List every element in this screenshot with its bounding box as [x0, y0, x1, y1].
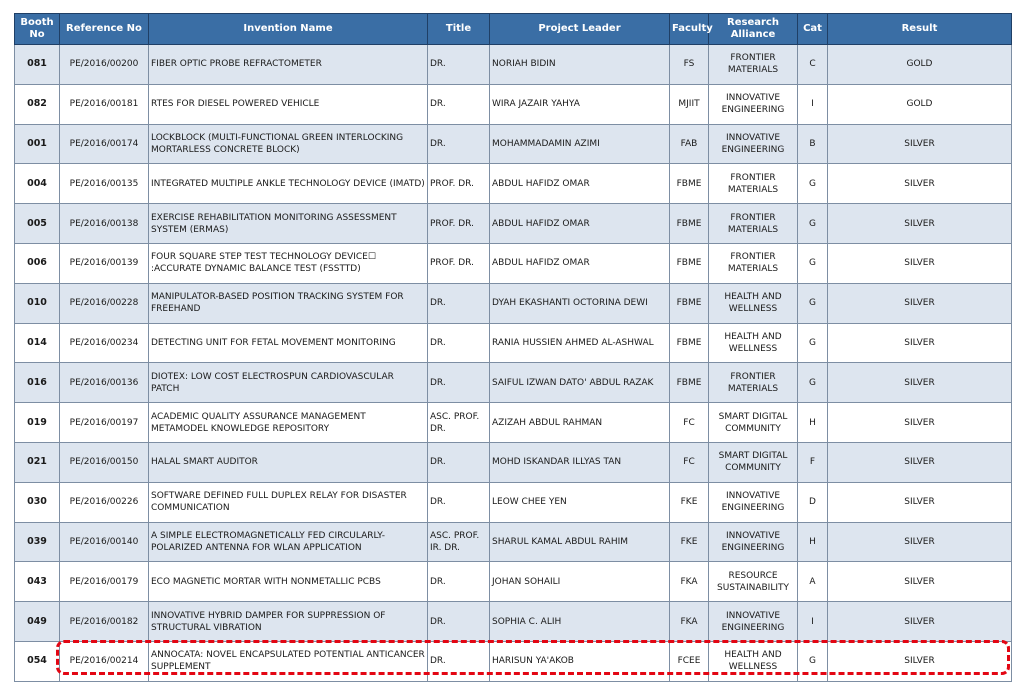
reference-no-cell: PE/2016/00140 [60, 522, 149, 562]
table-body [15, 45, 1012, 682]
invention-name-cell: FIBER OPTIC PROBE REFRACTOMETER [149, 45, 428, 85]
faculty-cell: FBME [670, 323, 709, 363]
table-row [15, 482, 1012, 522]
faculty-cell: FC [670, 442, 709, 482]
research-alliance-cell: FRONTIER MATERIALS [709, 243, 798, 283]
header-booth-no: Booth No [15, 14, 60, 45]
title-cell: DR. [428, 45, 490, 85]
booth-no-cell: 030 [15, 482, 60, 522]
result-cell: SILVER [828, 442, 1012, 482]
result-cell: GOLD [828, 84, 1012, 124]
table-row [15, 442, 1012, 482]
title-cell: DR. [428, 602, 490, 642]
project-leader-cell: MOHAMMADAMIN AZIMI [490, 124, 670, 164]
invention-name-cell: ECO MAGNETIC MORTAR WITH NONMETALLIC PCBS [149, 562, 428, 602]
reference-no-cell: PE/2016/00226 [60, 482, 149, 522]
reference-no-cell: PE/2016/00150 [60, 442, 149, 482]
title-cell: DR. [428, 562, 490, 602]
title-cell: ASC. PROF. DR. [428, 403, 490, 443]
project-leader-cell: SOPHIA C. ALIH [490, 602, 670, 642]
research-alliance-cell: HEALTH AND WELLNESS [709, 283, 798, 323]
reference-no-cell: PE/2016/00138 [60, 204, 149, 244]
reference-no-cell: PE/2016/00181 [60, 84, 149, 124]
booth-no-cell: 049 [15, 602, 60, 642]
header-result: Result [828, 14, 1012, 45]
research-alliance-cell: HEALTH AND WELLNESS [709, 323, 798, 363]
cat-cell: F [798, 442, 828, 482]
invention-name-cell: INTEGRATED MULTIPLE ANKLE TECHNOLOGY DEVICE (IMATD) [149, 164, 428, 204]
reference-no-cell: PE/2016/00182 [60, 602, 149, 642]
title-cell: DR. [428, 84, 490, 124]
faculty-cell: FKA [670, 562, 709, 602]
booth-no-cell: 082 [15, 84, 60, 124]
faculty-cell: FKE [670, 522, 709, 562]
result-cell: SILVER [828, 243, 1012, 283]
cat-cell: G [798, 243, 828, 283]
cat-cell: I [798, 84, 828, 124]
project-leader-cell: MOHD ISKANDAR ILLYAS TAN [490, 442, 670, 482]
header-row [15, 14, 1012, 45]
table-row [15, 323, 1012, 363]
research-alliance-cell: HEALTH AND WELLNESS [709, 641, 798, 681]
table-row [15, 283, 1012, 323]
result-cell: GOLD [828, 45, 1012, 85]
project-leader-cell: SAIFUL IZWAN DATO' ABDUL RAZAK [490, 363, 670, 403]
result-cell: SILVER [828, 204, 1012, 244]
research-alliance-cell: FRONTIER MATERIALS [709, 45, 798, 85]
cat-cell: G [798, 164, 828, 204]
project-leader-cell: AZIZAH ABDUL RAHMAN [490, 403, 670, 443]
cat-cell: G [798, 641, 828, 681]
table-row [15, 363, 1012, 403]
booth-no-cell: 010 [15, 283, 60, 323]
table-row [15, 204, 1012, 244]
reference-no-cell: PE/2016/00135 [60, 164, 149, 204]
awards-table [14, 13, 1012, 682]
booth-no-cell: 019 [15, 403, 60, 443]
project-leader-cell: ABDUL HAFIDZ OMAR [490, 164, 670, 204]
research-alliance-cell: FRONTIER MATERIALS [709, 164, 798, 204]
header-title: Title [428, 14, 490, 45]
project-leader-cell: HARISUN YA'AKOB [490, 641, 670, 681]
faculty-cell: FBME [670, 283, 709, 323]
reference-no-cell: PE/2016/00228 [60, 283, 149, 323]
result-cell: SILVER [828, 124, 1012, 164]
cat-cell: G [798, 363, 828, 403]
project-leader-cell: ABDUL HAFIDZ OMAR [490, 204, 670, 244]
project-leader-cell: RANIA HUSSIEN AHMED AL-ASHWAL [490, 323, 670, 363]
invention-name-cell: SOFTWARE DEFINED FULL DUPLEX RELAY FOR DISASTER COMMUNICATION [149, 482, 428, 522]
result-cell: SILVER [828, 602, 1012, 642]
invention-name-cell: INNOVATIVE HYBRID DAMPER FOR SUPPRESSION OF STRUCTURAL VIBRATION [149, 602, 428, 642]
table-row [15, 124, 1012, 164]
research-alliance-cell: INNOVATIVE ENGINEERING [709, 522, 798, 562]
cat-cell: I [798, 602, 828, 642]
research-alliance-cell: INNOVATIVE ENGINEERING [709, 84, 798, 124]
title-cell: DR. [428, 442, 490, 482]
header-invention-name: Invention Name [149, 14, 428, 45]
invention-name-cell: DETECTING UNIT FOR FETAL MOVEMENT MONITORING [149, 323, 428, 363]
research-alliance-cell: SMART DIGITAL COMMUNITY [709, 442, 798, 482]
cat-cell: A [798, 562, 828, 602]
title-cell: DR. [428, 124, 490, 164]
research-alliance-cell: RESOURCE SUSTAINABILITY [709, 562, 798, 602]
result-cell: SILVER [828, 522, 1012, 562]
reference-no-cell: PE/2016/00234 [60, 323, 149, 363]
invention-name-cell: DIOTEX: LOW COST ELECTROSPUN CARDIOVASCULAR PATCH [149, 363, 428, 403]
invention-name-cell: LOCKBLOCK (MULTI-FUNCTIONAL GREEN INTERLOCKING MORTARLESS CONCRETE BLOCK) [149, 124, 428, 164]
cat-cell: H [798, 403, 828, 443]
reference-no-cell: PE/2016/00200 [60, 45, 149, 85]
project-leader-cell: ABDUL HAFIDZ OMAR [490, 243, 670, 283]
table-row [15, 243, 1012, 283]
research-alliance-cell: FRONTIER MATERIALS [709, 204, 798, 244]
table-row [15, 84, 1012, 124]
title-cell: DR. [428, 363, 490, 403]
research-alliance-cell: INNOVATIVE ENGINEERING [709, 124, 798, 164]
title-cell: PROF. DR. [428, 164, 490, 204]
title-cell: DR. [428, 641, 490, 681]
research-alliance-cell: INNOVATIVE ENGINEERING [709, 602, 798, 642]
table-row [15, 562, 1012, 602]
invention-name-cell: FOUR SQUARE STEP TEST TECHNOLOGY DEVICE☐ :ACCURATE DYNAMIC BALANCE TEST (FSSTTD) [149, 243, 428, 283]
header-project-leader: Project Leader [490, 14, 670, 45]
header-research-alliance: Research Alliance [709, 14, 798, 45]
cat-cell: B [798, 124, 828, 164]
faculty-cell: FS [670, 45, 709, 85]
result-cell: SILVER [828, 363, 1012, 403]
invention-name-cell: ANNOCATA: NOVEL ENCAPSULATED POTENTIAL ANTICANCER SUPPLEMENT [149, 641, 428, 681]
table-row [15, 164, 1012, 204]
project-leader-cell: NORIAH BIDIN [490, 45, 670, 85]
result-cell: SILVER [828, 283, 1012, 323]
booth-no-cell: 006 [15, 243, 60, 283]
invention-name-cell: RTES FOR DIESEL POWERED VEHICLE [149, 84, 428, 124]
header-cat: Cat [798, 14, 828, 45]
booth-no-cell: 014 [15, 323, 60, 363]
result-cell: SILVER [828, 323, 1012, 363]
booth-no-cell: 016 [15, 363, 60, 403]
title-cell: ASC. PROF. IR. DR. [428, 522, 490, 562]
table-row [15, 403, 1012, 443]
invention-name-cell: EXERCISE REHABILITATION MONITORING ASSESSMENT SYSTEM (ERMAS) [149, 204, 428, 244]
project-leader-cell: WIRA JAZAIR YAHYA [490, 84, 670, 124]
booth-no-cell: 005 [15, 204, 60, 244]
table-row [15, 602, 1012, 642]
research-alliance-cell: INNOVATIVE ENGINEERING [709, 482, 798, 522]
invention-name-cell: HALAL SMART AUDITOR [149, 442, 428, 482]
faculty-cell: FBME [670, 164, 709, 204]
awards-table-container [14, 13, 1012, 682]
table-row [15, 641, 1012, 681]
result-cell: SILVER [828, 641, 1012, 681]
invention-name-cell: MANIPULATOR-BASED POSITION TRACKING SYSTEM FOR FREEHAND [149, 283, 428, 323]
invention-name-cell: A SIMPLE ELECTROMAGNETICALLY FED CIRCULARLY-POLARIZED ANTENNA FOR WLAN APPLICATION [149, 522, 428, 562]
faculty-cell: FKE [670, 482, 709, 522]
faculty-cell: FCEE [670, 641, 709, 681]
cat-cell: D [798, 482, 828, 522]
reference-no-cell: PE/2016/00179 [60, 562, 149, 602]
booth-no-cell: 001 [15, 124, 60, 164]
invention-name-cell: ACADEMIC QUALITY ASSURANCE MANAGEMENT METAMODEL KNOWLEDGE REPOSITORY [149, 403, 428, 443]
result-cell: SILVER [828, 562, 1012, 602]
reference-no-cell: PE/2016/00136 [60, 363, 149, 403]
title-cell: DR. [428, 482, 490, 522]
title-cell: PROF. DR. [428, 204, 490, 244]
reference-no-cell: PE/2016/00197 [60, 403, 149, 443]
title-cell: PROF. DR. [428, 243, 490, 283]
project-leader-cell: SHARUL KAMAL ABDUL RAHIM [490, 522, 670, 562]
faculty-cell: FKA [670, 602, 709, 642]
title-cell: DR. [428, 283, 490, 323]
cat-cell: G [798, 283, 828, 323]
result-cell: SILVER [828, 403, 1012, 443]
reference-no-cell: PE/2016/00139 [60, 243, 149, 283]
research-alliance-cell: SMART DIGITAL COMMUNITY [709, 403, 798, 443]
header-reference-no: Reference No [60, 14, 149, 45]
result-cell: SILVER [828, 164, 1012, 204]
project-leader-cell: LEOW CHEE YEN [490, 482, 670, 522]
project-leader-cell: DYAH EKASHANTI OCTORINA DEWI [490, 283, 670, 323]
faculty-cell: FBME [670, 204, 709, 244]
booth-no-cell: 039 [15, 522, 60, 562]
booth-no-cell: 043 [15, 562, 60, 602]
booth-no-cell: 054 [15, 641, 60, 681]
table-row [15, 522, 1012, 562]
reference-no-cell: PE/2016/00174 [60, 124, 149, 164]
faculty-cell: MJIIT [670, 84, 709, 124]
reference-no-cell: PE/2016/00214 [60, 641, 149, 681]
faculty-cell: FBME [670, 243, 709, 283]
cat-cell: G [798, 204, 828, 244]
header-faculty: Faculty [670, 14, 709, 45]
cat-cell: H [798, 522, 828, 562]
faculty-cell: FAB [670, 124, 709, 164]
project-leader-cell: JOHAN SOHAILI [490, 562, 670, 602]
booth-no-cell: 021 [15, 442, 60, 482]
booth-no-cell: 004 [15, 164, 60, 204]
title-cell: DR. [428, 323, 490, 363]
research-alliance-cell: FRONTIER MATERIALS [709, 363, 798, 403]
cat-cell: G [798, 323, 828, 363]
faculty-cell: FC [670, 403, 709, 443]
table-row [15, 45, 1012, 85]
result-cell: SILVER [828, 482, 1012, 522]
cat-cell: C [798, 45, 828, 85]
faculty-cell: FBME [670, 363, 709, 403]
booth-no-cell: 081 [15, 45, 60, 85]
